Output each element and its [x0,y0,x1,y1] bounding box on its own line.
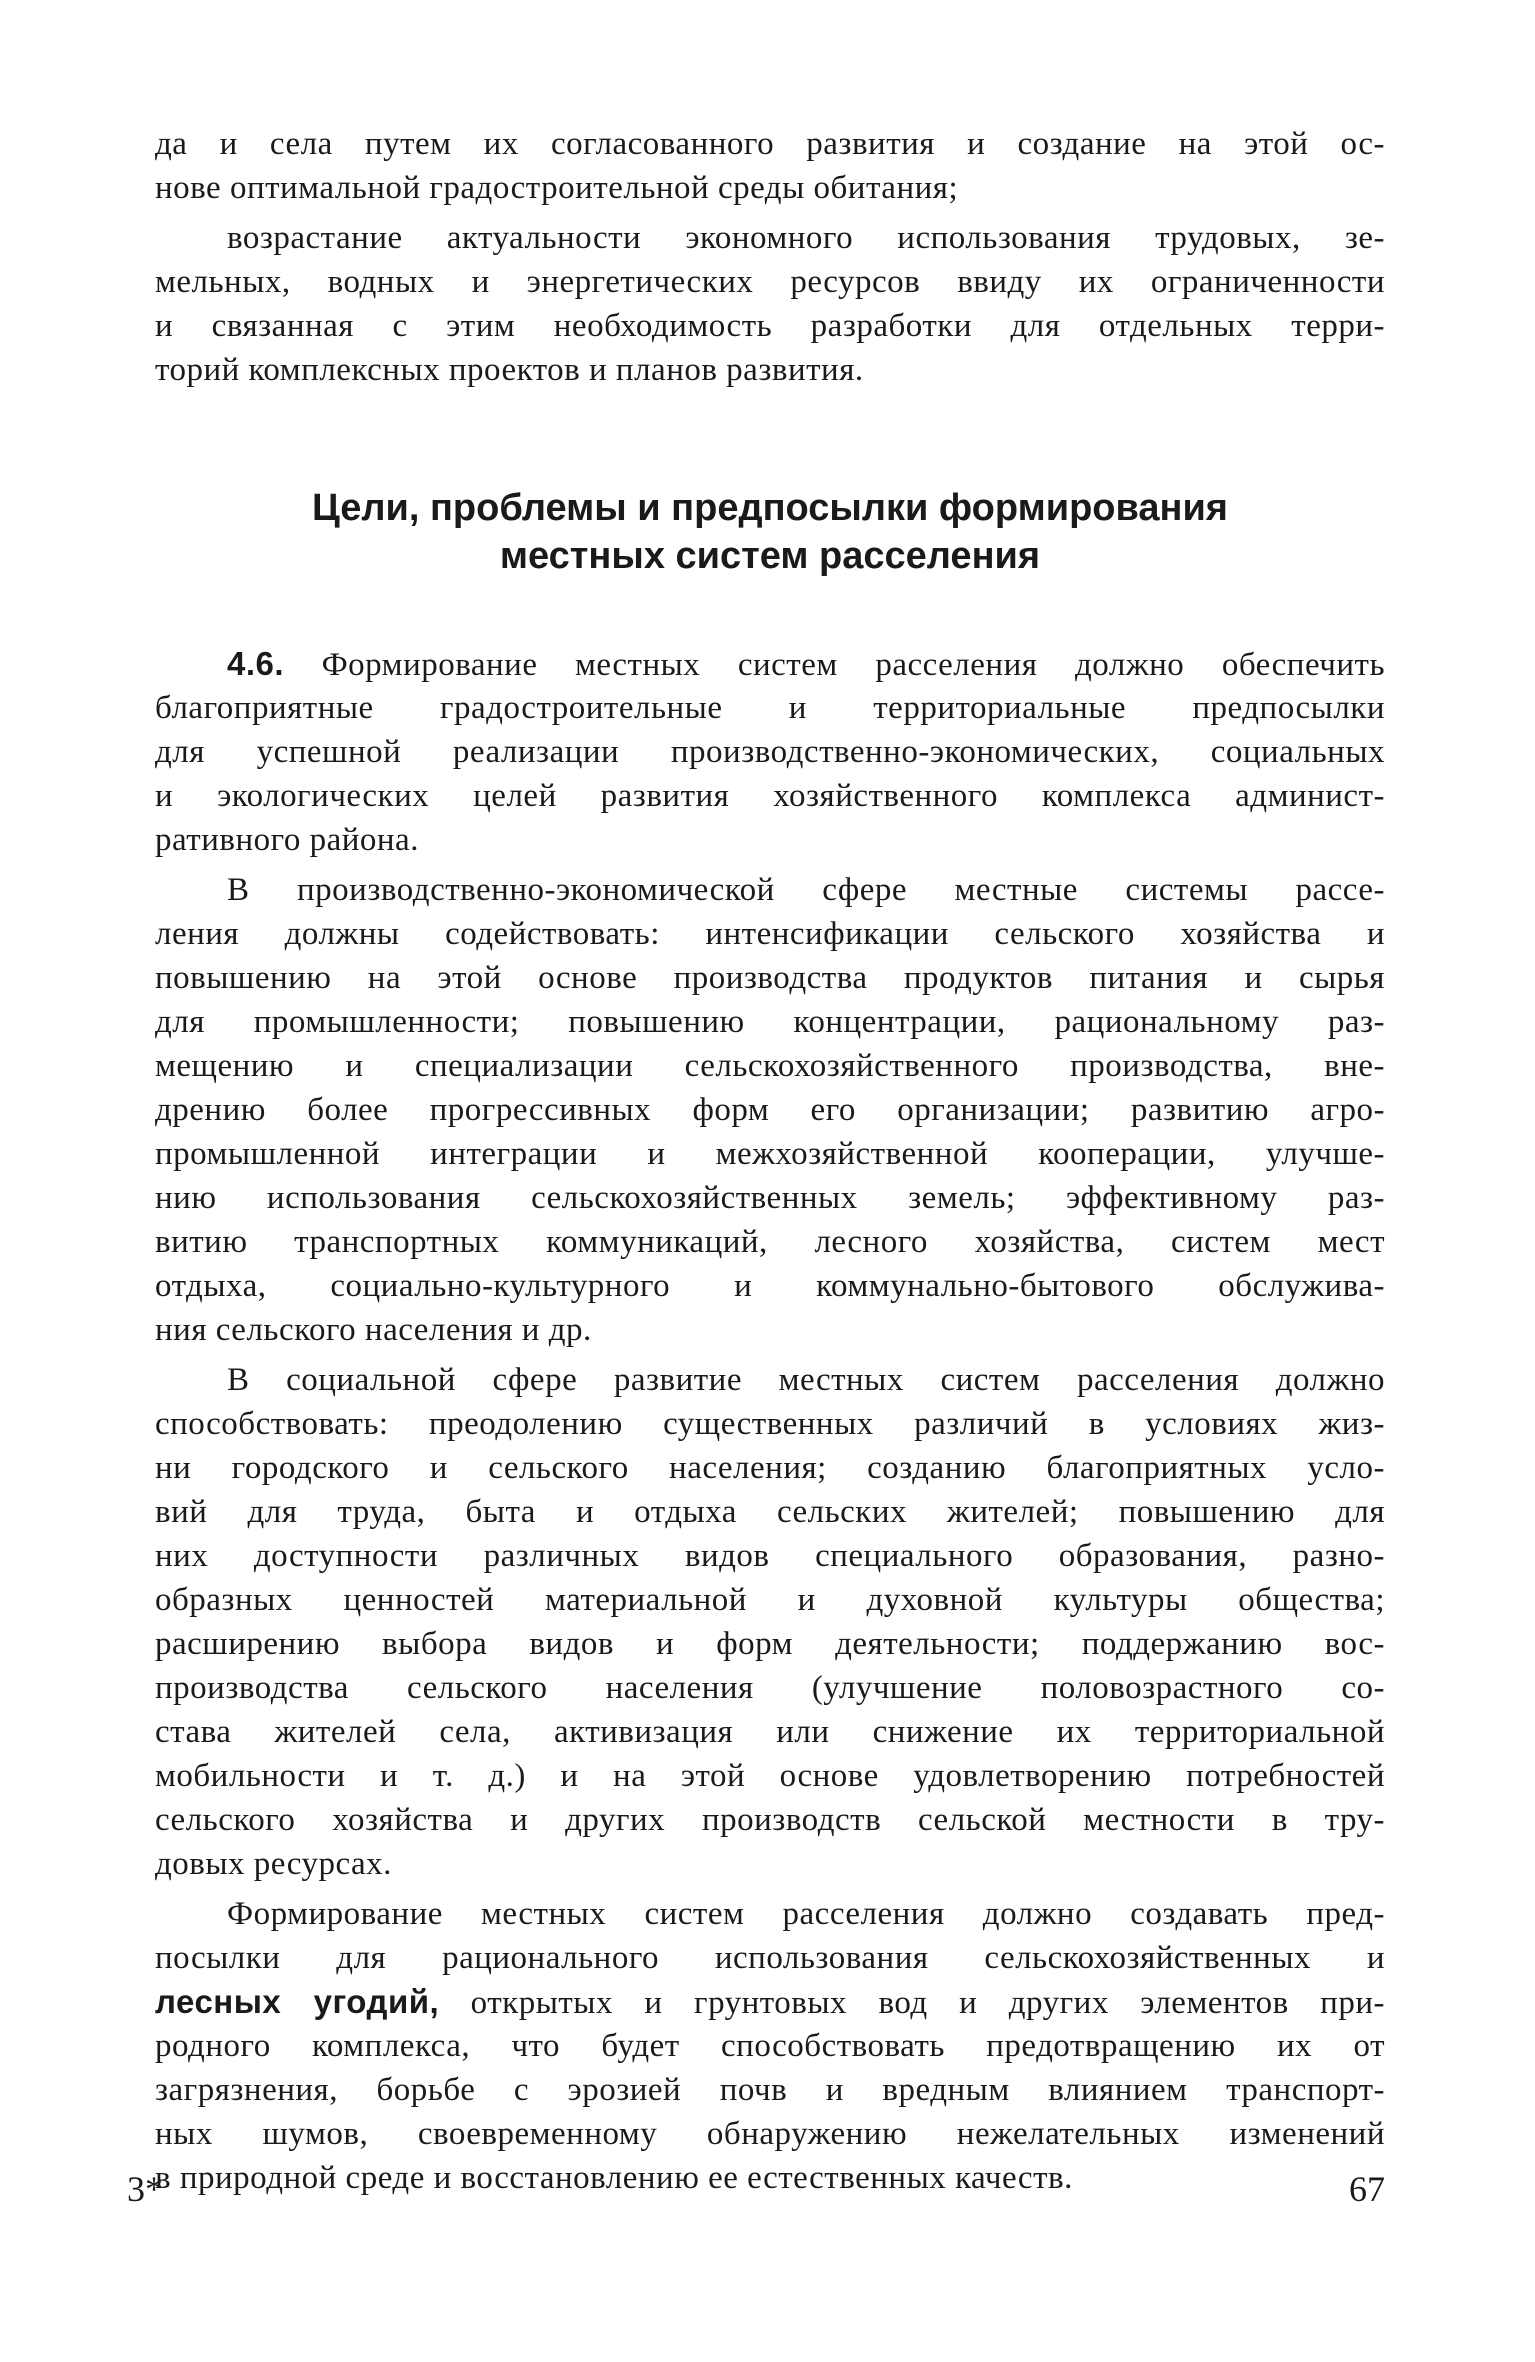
text-line: посылки для рационального использования сельскохозяйственных и [155,1940,1385,1976]
heading-line-1: Цели, проблемы и предпосылки формирования [312,487,1228,529]
text-line: и экологических целей развития хозяйственного комплекса админист- [155,778,1385,814]
paragraph-4-6 [155,642,1385,862]
text-line: для успешной реализации производственно-экономических, социальных [155,734,1385,770]
text-line [155,1980,1385,2024]
text-line: промышленной интеграции и межхозяйственной кооперации, улучше- [155,1136,1385,1172]
text-fragment: Формирование местных систем расселения должно обеспечить [321,647,1386,683]
bold-phrase: лесных угодий, [155,1983,440,2020]
text-line: ления должны содействовать: интенсификации сельского хозяйства и [155,916,1385,952]
text-line: торий комплексных проектов и планов развития. [155,352,864,388]
section-heading [155,484,1385,580]
paragraph-economic [155,868,1385,1352]
text-line: образных ценностей материальной и духовной культуры общества; [155,1582,1385,1618]
text-line: них доступности различных видов специального образования, разно- [155,1538,1385,1574]
text-line: и связанная с этим необходимость разработки для отдельных терри- [155,308,1385,344]
text-line: В социальной сфере развитие местных систем расселения должно [227,1362,1385,1398]
text-line: способствовать: преодолению существенных различий в условиях жиз- [155,1406,1385,1442]
page-number: 67 [1349,2169,1385,2209]
text-line: мещению и специализации сельскохозяйственного производства, вне- [155,1048,1385,1084]
text-line: В производственно-экономической сфере местные системы рассе- [227,872,1385,908]
text-line [155,642,1385,686]
section-number: 4.6. [227,645,285,682]
text-line: мельных, водных и энергетических ресурсов ввиду их ограниченности [155,264,1385,300]
text-line: витию транспортных коммуникаций, лесного хозяйства, систем мест [155,1224,1385,1260]
text-line: загрязнения, борьбе с эрозией почв и вредным влиянием транспорт- [155,2072,1385,2108]
text-line: отдыха, социально-культурного и коммунально-бытового обслужива- [155,1268,1385,1304]
text-line: ративного района. [155,822,419,858]
signature-mark: 3* [127,2169,163,2209]
text-line: благоприятные градостроительные и территориальные предпосылки [155,690,1385,726]
text-line: да и села путем их согласованного развития и создание на этой ос- [155,126,1385,162]
text-line: в природной среде и восстановлению ее естественных качеств. [155,2160,1073,2196]
text-line: расширению выбора видов и форм деятельности; поддержанию вос- [155,1626,1385,1662]
text-line: нове оптимальной градостроительной среды обитания; [155,170,959,206]
text-line: става жителей села, активизация или снижение их территориальной [155,1714,1385,1750]
text-line: довых ресурсах. [155,1846,392,1882]
text-line: вий для труда, быта и отдыха сельских жителей; повышению для [155,1494,1385,1530]
text-line: ния сельского населения и др. [155,1312,592,1348]
text-line: сельского хозяйства и других производств сельской местности в тру- [155,1802,1385,1838]
text-line: ни городского и сельского населения; созданию благоприятных усло- [155,1450,1385,1486]
paragraph-intro-2 [155,216,1385,392]
page-body [155,122,1385,2200]
text-line: мобильности и т. д.) и на этой основе удовлетворению потребностей [155,1758,1385,1794]
text-line: повышению на этой основе производства продуктов питания и сырья [155,960,1385,996]
text-line: Формирование местных систем расселения должно создавать пред- [227,1896,1385,1932]
text-line: для промышленности; повышению концентрации, рациональному раз- [155,1004,1385,1040]
heading-line-2: местных систем расселения [499,535,1041,577]
paragraph-environmental [155,1892,1385,2200]
text-fragment: открытых и грунтовых вод и других элементов при- [439,1985,1385,2021]
text-line: возрастание актуальности экономного использования трудовых, зе- [227,220,1385,256]
text-line: ных шумов, своевременному обнаружению нежелательных изменений [155,2116,1385,2152]
paragraph-social [155,1358,1385,1886]
text-line: родного комплекса, что будет способствовать предотвращению их от [155,2028,1385,2064]
text-line: дрению более прогрессивных форм его организации; развитию агро- [155,1092,1385,1128]
text-line: производства сельского населения (улучшение половозрастного со- [155,1670,1385,1706]
text-line: нию использования сельскохозяйственных земель; эффективному раз- [155,1180,1385,1216]
paragraph-intro-1 [155,122,1385,210]
